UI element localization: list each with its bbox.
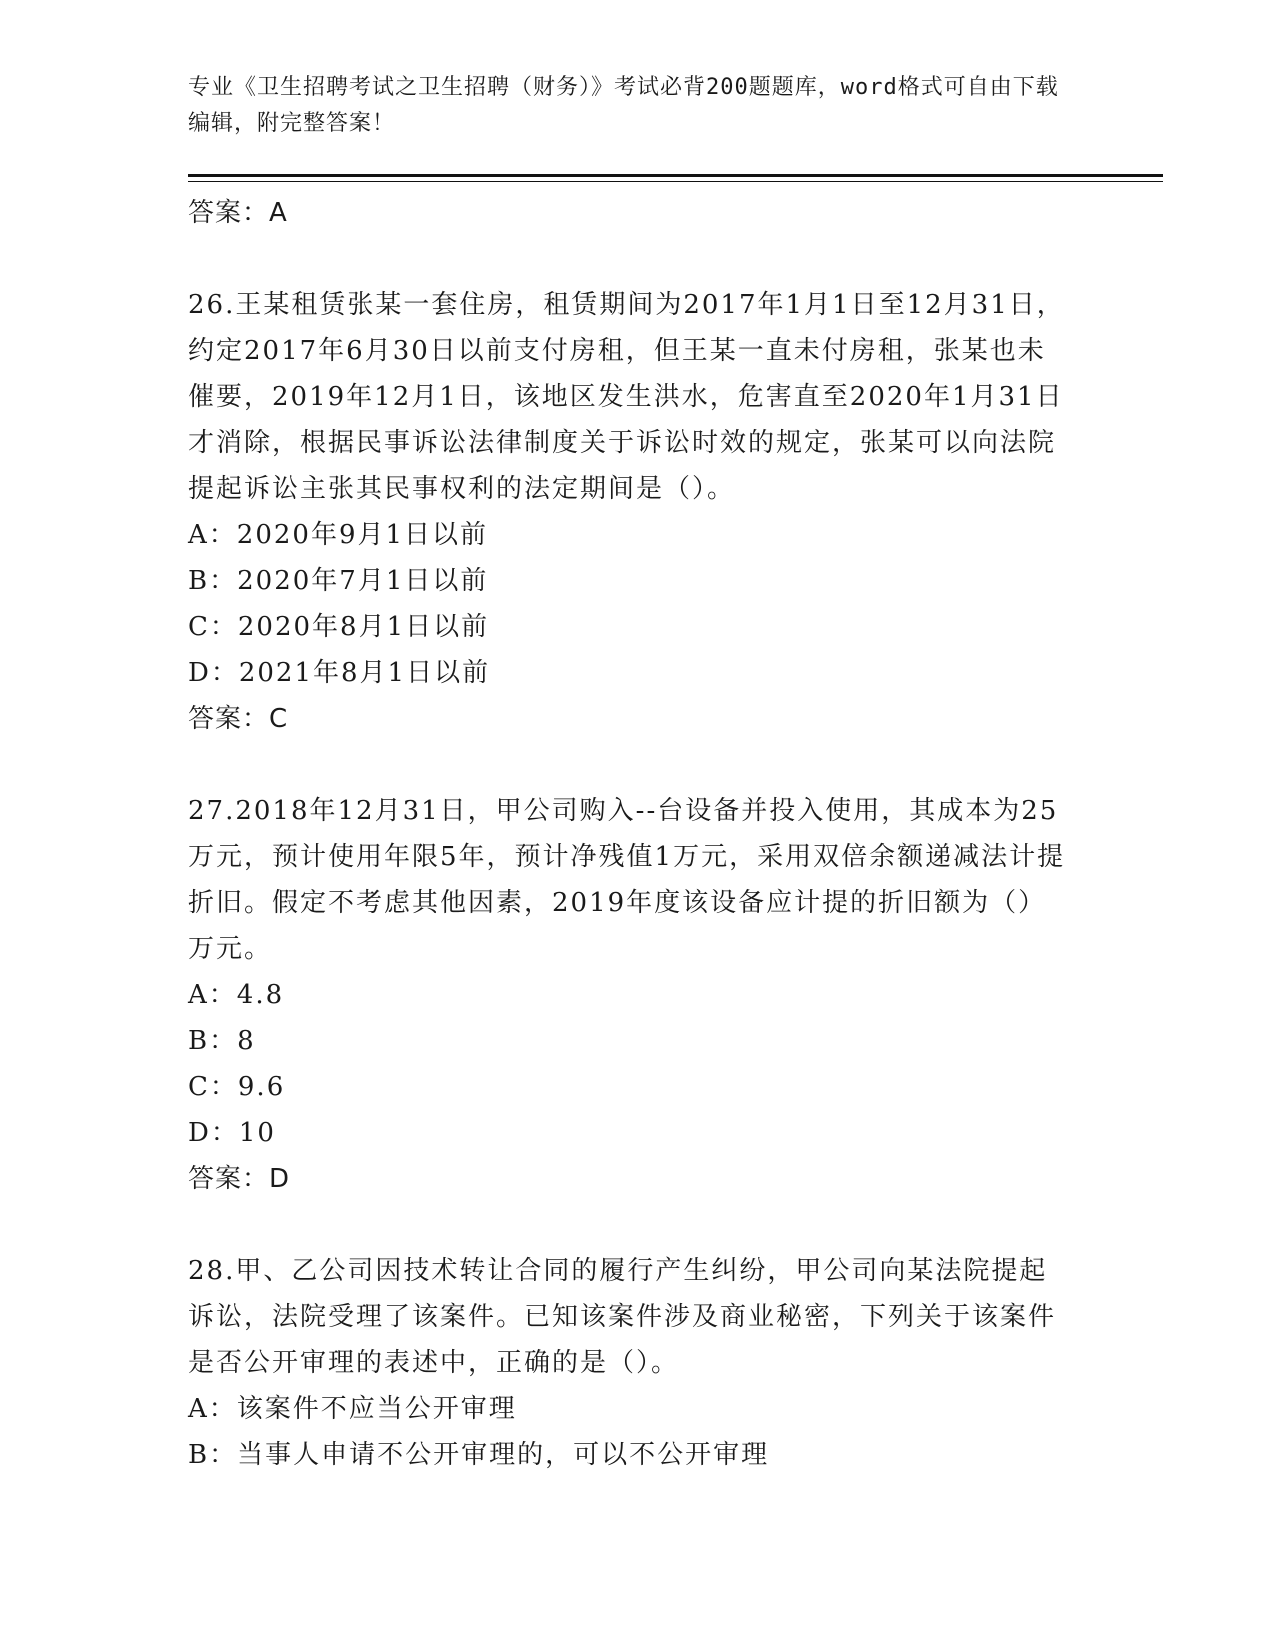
- option-c: C：2020年8月1日以前: [188, 612, 490, 642]
- question-block-27: [188, 788, 1068, 1202]
- answer-line: 答案：A: [188, 198, 288, 228]
- question-text: 26.王某租赁张某一套住房，租赁期间为2017年1月1日至12月31日，约定2017年6月30日以前支付房租，但王某一直未付房租，张某也未催要，2019年12月1日，该地区发生洪水，危害直至2020年1月31日才消除，根据民事诉讼法律制度关于诉讼时效的规定，张某可以向法院提起诉讼主张其民事权利的法定期间是（）。: [188, 290, 1065, 504]
- option-c: C：9.6: [188, 1072, 286, 1102]
- header-rule-thick: [188, 174, 1163, 177]
- document-header: 专业《卫生招聘考试之卫生招聘（财务）》考试必背200题题库，word格式可自由下载编辑，附完整答案！: [188, 75, 1059, 136]
- option-b: B：2020年7月1日以前: [188, 566, 489, 596]
- option-d: D：2021年8月1日以前: [188, 658, 491, 688]
- option-d: D：10: [188, 1118, 276, 1148]
- question-list: [188, 190, 1068, 1478]
- question-text: 28.甲、乙公司因技术转让合同的履行产生纠纷，甲公司向某法院提起诉讼，法院受理了该案件。已知该案件涉及商业秘密，下列关于该案件是否公开审理的表述中，正确的是（）。: [188, 1256, 1057, 1378]
- question-block-26: [188, 282, 1068, 742]
- option-a: A：该案件不应当公开审理: [188, 1394, 517, 1424]
- question-text: 27.2018年12月31日，甲公司购入--台设备并投入使用，其成本为25万元，预计使用年限5年，预计净残值1万元，采用双倍余额递减法计提折旧。假定不考虑其他因素，2019年度该设备应计提的折旧额为（）万元。: [188, 796, 1066, 964]
- answer-line: 答案：C: [188, 704, 289, 734]
- header-rule-thin: [188, 181, 1163, 182]
- option-b: B：8: [188, 1026, 256, 1056]
- spacer: [188, 742, 1068, 788]
- answer-line: 答案：D: [188, 1164, 291, 1194]
- question-block-28: [188, 1248, 1068, 1478]
- option-a: A：2020年9月1日以前: [188, 520, 489, 550]
- option-b: B：当事人申请不公开审理的，可以不公开审理: [188, 1440, 770, 1470]
- spacer: [188, 236, 1068, 282]
- spacer: [188, 1202, 1068, 1248]
- option-a: A：4.8: [188, 980, 285, 1010]
